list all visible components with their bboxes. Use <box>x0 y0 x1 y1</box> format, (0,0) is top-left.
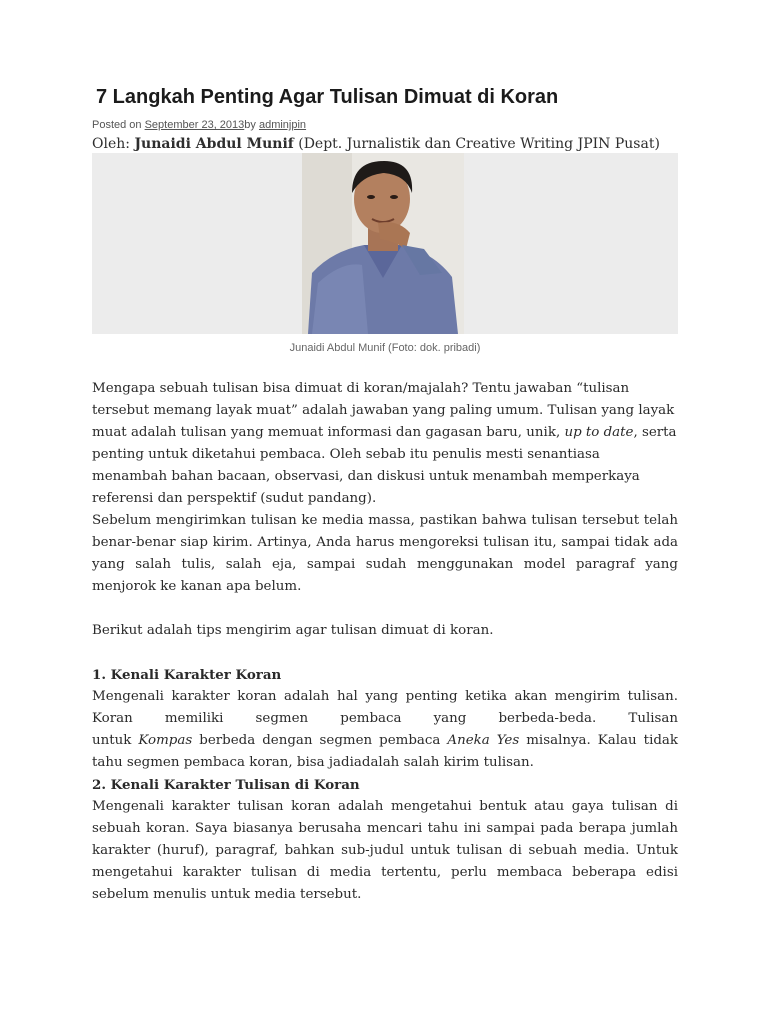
post-date-link[interactable]: September 23, 2013 <box>144 119 245 131</box>
author-name: Junaidi Abdul Munif <box>134 136 294 152</box>
paragraph-tip-1-line-1: Mengenali karakter koran adalah hal yang penting ketika akan mengirim tulisan. <box>92 689 678 704</box>
emphasis-up-to-date: up to date <box>564 425 634 440</box>
article-title: 7 Langkah Penting Agar Tulisan Dimuat di Koran <box>96 86 559 108</box>
posted-on-label: Posted on <box>92 119 145 131</box>
heading-tip-1: 1. Kenali Karakter Koran <box>92 667 282 683</box>
paragraph-tip-2: Mengenali karakter tulisan koran adalah mengetahui bentuk atau gaya tulisan di sebuah koran. Saya biasanya berusaha mencari tahu ini sampai pada berapa jumlah karakter (huruf), paragraf, bahkan sub-judul untuk tulisan di sebuah media. Untuk mengetahui karakter tulisan di media tertentu, perlu membaca beberapa edisi sebelum menulis untuk media tersebut. <box>92 799 678 902</box>
byline-prefix: Oleh: <box>92 136 135 152</box>
byline <box>92 136 660 152</box>
by-label: by <box>244 119 259 131</box>
emphasis-aneka-yes: Aneka Yes <box>447 733 520 748</box>
photo-caption: Junaidi Abdul Munif (Foto: dok. pribadi) <box>289 342 481 354</box>
author-affiliation: (Dept. Jurnalistik dan Creative Writing JPIN Pusat) <box>293 136 660 152</box>
paragraph-tip-1-rest: untuk Kompas berbeda dengan segmen pembaca Aneka Yes misalnya. Kalau tidak tahu segmen pembaca koran, bisa jadiadalah salah kirim tulisan. <box>92 733 679 770</box>
author-link[interactable]: adminjpin <box>258 119 307 131</box>
article-body <box>92 378 678 906</box>
paragraph-intro: Mengapa sebuah tulisan bisa dimuat di koran/majalah? Tentu jawaban “tulisan tersebut memang layak muat” adalah jawaban yang paling umum. Tulisan yang layak muat adalah tulisan yang memuat informasi dan gagasan baru, unik, up to date, serta penting untuk diketahui pembaca. Oleh sebab itu penulis mesti senantiasa menambah bahan bacaan, observasi, dan diskusi untuk menambah memperkaya referensi dan perspektif (sudut pandang). <box>92 381 677 506</box>
post-meta <box>92 119 306 131</box>
paragraph-tip-1-line-2: Koran memiliki segmen pembaca yang berbeda-beda. Tulisan <box>92 711 678 726</box>
paragraph-tips-intro: Berikut adalah tips mengirim agar tulisan dimuat di koran. <box>92 623 494 638</box>
paragraph-before-sending: Sebelum mengirimkan tulisan ke media massa, pastikan bahwa tulisan tersebut telah benar-benar siap kirim. Artinya, Anda harus mengoreksi tulisan itu, sampai tidak ada yang salah tulis, salah eja, sampai sudah menggunakan model paragraf yang menjorok ke kanan apa belum. <box>92 513 678 594</box>
author-photo <box>302 153 464 334</box>
heading-tip-2: 2. Kenali Karakter Tulisan di Koran <box>92 777 360 793</box>
emphasis-kompas: Kompas <box>138 733 193 748</box>
